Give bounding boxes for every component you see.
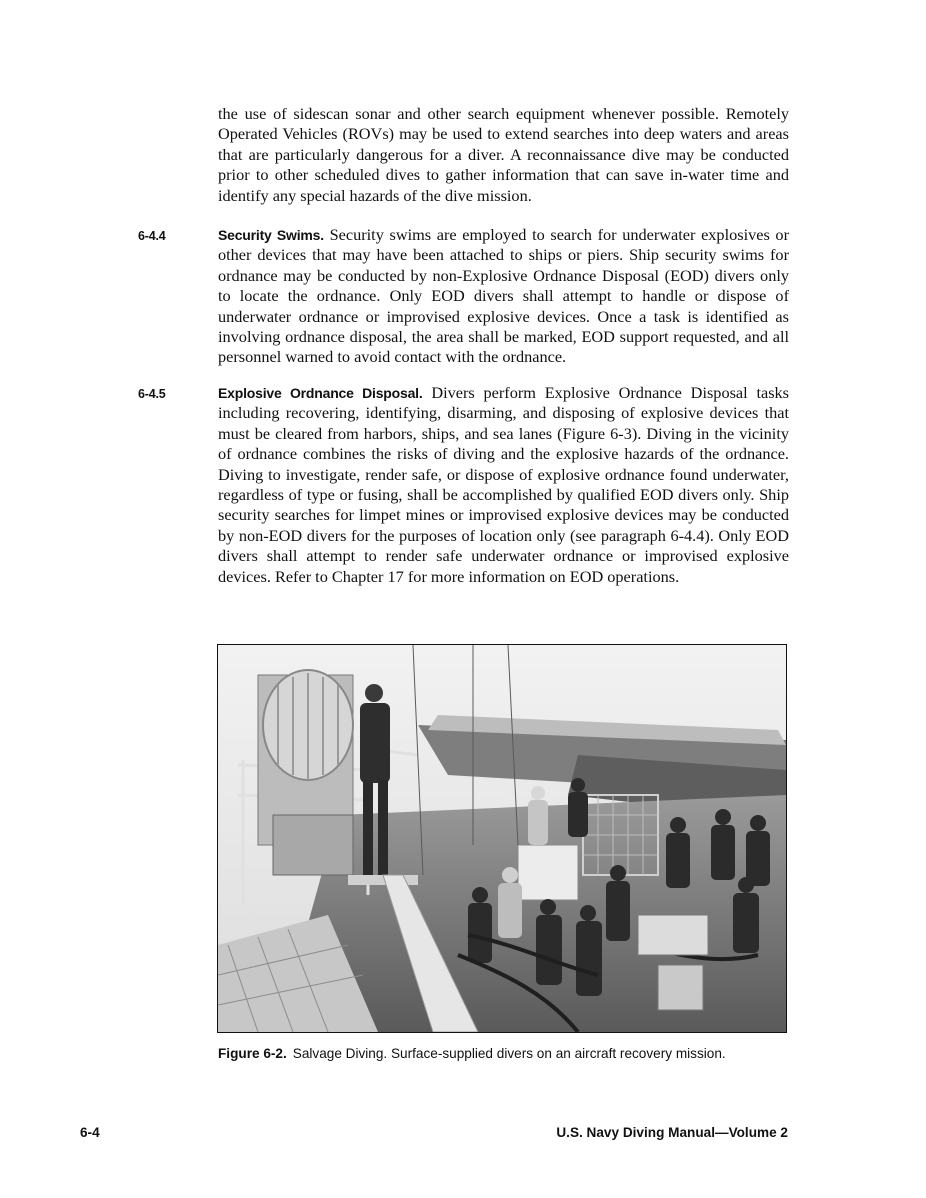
security-swims-text: Security swims are employed to search for underwater explosives or other devices that may have been attached to ships or piers. Ship security swims for ordnance may be conducted by non-Explosive Ordnance Disposal (EOD) divers only to locate the ordnance. Only EOD divers shall attempt to handle or dispose of underwater ordnance or improvised explosive devices. Once a task is identified as involving ordnance disposal, the area shall be marked, EOD support requested, and all personnel warned to avoid contact with the ordnance. bbox=[218, 225, 789, 367]
figure-photo bbox=[217, 644, 787, 1033]
eod-text: Divers perform Explosive Ordnance Disposal tasks including recovering, identifying, disarming, and disposing of explosive devices that must be cleared from harbors, ships, and sea lanes (Figure 6-3). Diving in the vicinity of ordnance combines the risks of diving and the explosive hazards of the ordnance. Diving to investigate, render safe, or dispose of explosive ordnance found underwater, regardless of type or fusing, shall be accomplished by qualified EOD divers only. Ship security searches for limpet mines or improvised explosive devices may be conducted by non-EOD divers for the purposes of location only (see paragraph 6-4.4). Only EOD divers shall attempt to render safe underwater ordnance or improvised explosive devices. Refer to Chapter 17 for more information on EOD operations. bbox=[218, 383, 790, 586]
figure-caption-text: Salvage Diving. Surface-supplied divers on an aircraft recovery mission. bbox=[292, 1046, 726, 1061]
salvage-diving-photo bbox=[218, 645, 786, 1032]
security-swims-heading: Security Swims. bbox=[218, 227, 324, 243]
security-swims-paragraph bbox=[218, 225, 789, 368]
intro-paragraph: the use of sidescan sonar and other search equipment whenever possible. Remotely Operated Vehicles (ROVs) may be used to extend searches into deep waters and areas that are particularly dangerous for a diver. A reconnaissance dive may be conducted prior to other scheduled dives to gather information that can save in-water time and identify any special hazards of the dive mission. bbox=[218, 104, 789, 205]
eod-heading: Explosive Ordnance Disposal. bbox=[218, 385, 423, 401]
section-number-6-4-5: 6-4.5 bbox=[138, 387, 166, 401]
figure-label: Figure 6-2. bbox=[218, 1046, 287, 1061]
section-number-6-4-4: 6-4.4 bbox=[138, 229, 166, 243]
figure-caption bbox=[218, 1046, 818, 1061]
footer-title: U.S. Navy Diving Manual—Volume 2 bbox=[556, 1125, 788, 1140]
eod-paragraph bbox=[218, 383, 789, 587]
footer-page-number: 6-4 bbox=[80, 1125, 100, 1140]
